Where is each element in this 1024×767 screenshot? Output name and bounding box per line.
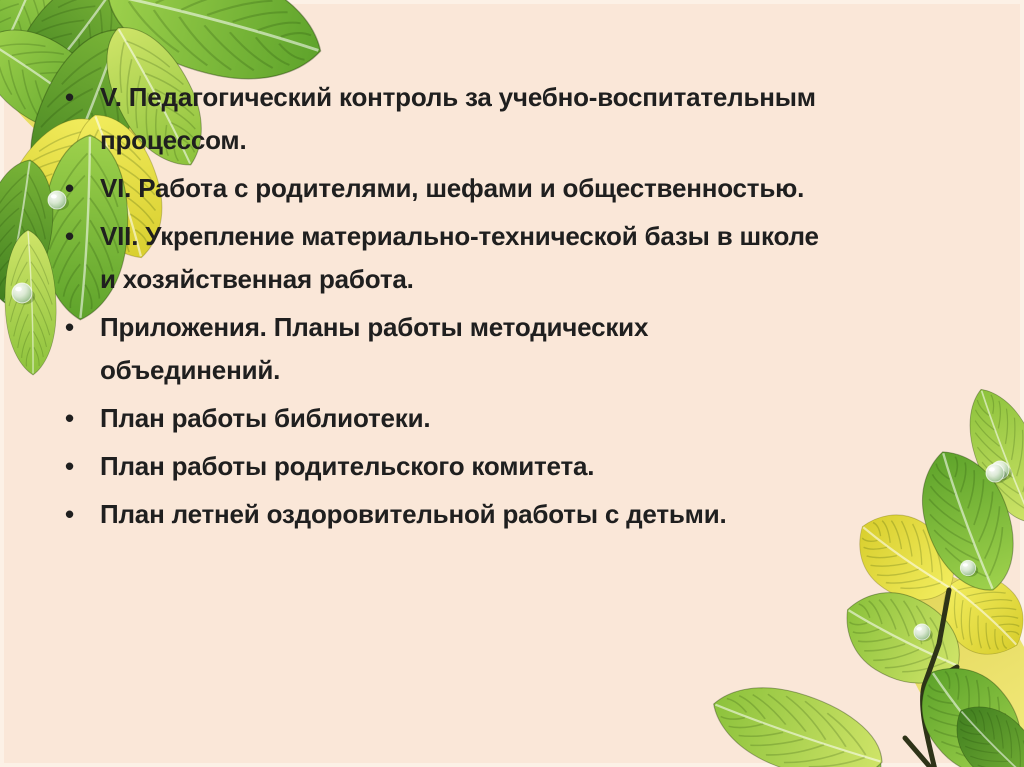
bullet-text-line: VI. Работа с родителями, шефами и общественностью. [100, 173, 805, 203]
bullet-marker: • [65, 451, 75, 481]
bullet-marker: • [65, 499, 75, 529]
bullet-marker: • [65, 403, 75, 433]
bullet-item [58, 306, 819, 392]
bullet-marker: • [65, 82, 75, 112]
leaf-icon [701, 668, 894, 767]
bullet-item [58, 493, 819, 536]
bullet-marker: • [65, 221, 75, 251]
bullet-text-line: и хозяйственная работа. [100, 264, 414, 294]
bullet-text-line: процессом. [100, 125, 247, 155]
bullet-text-line: объединений. [100, 355, 281, 385]
bullet-text-line: План летней оздоровительной работы с детьми. [100, 499, 727, 529]
water-droplet-icon [986, 464, 1007, 484]
bullet-item [58, 215, 819, 301]
bullet-item [58, 76, 819, 162]
bullet-list [58, 76, 819, 541]
bullet-text-line: Приложения. Планы работы методических [100, 312, 649, 342]
bullet-text-line: VII. Укрепление материально-технической базы в школе [100, 221, 819, 251]
bullet-item [58, 445, 819, 488]
bullet-text-line: V. Педагогический контроль за учебно-воспитательным [100, 82, 816, 112]
bullet-marker: • [65, 312, 75, 342]
bullet-marker: • [65, 173, 75, 203]
bullet-text-line: План работы родительского комитета. [100, 451, 595, 481]
bullet-text-line: План работы библиотеки. [100, 403, 431, 433]
bullet-item [58, 397, 819, 440]
bullet-item [58, 167, 819, 210]
